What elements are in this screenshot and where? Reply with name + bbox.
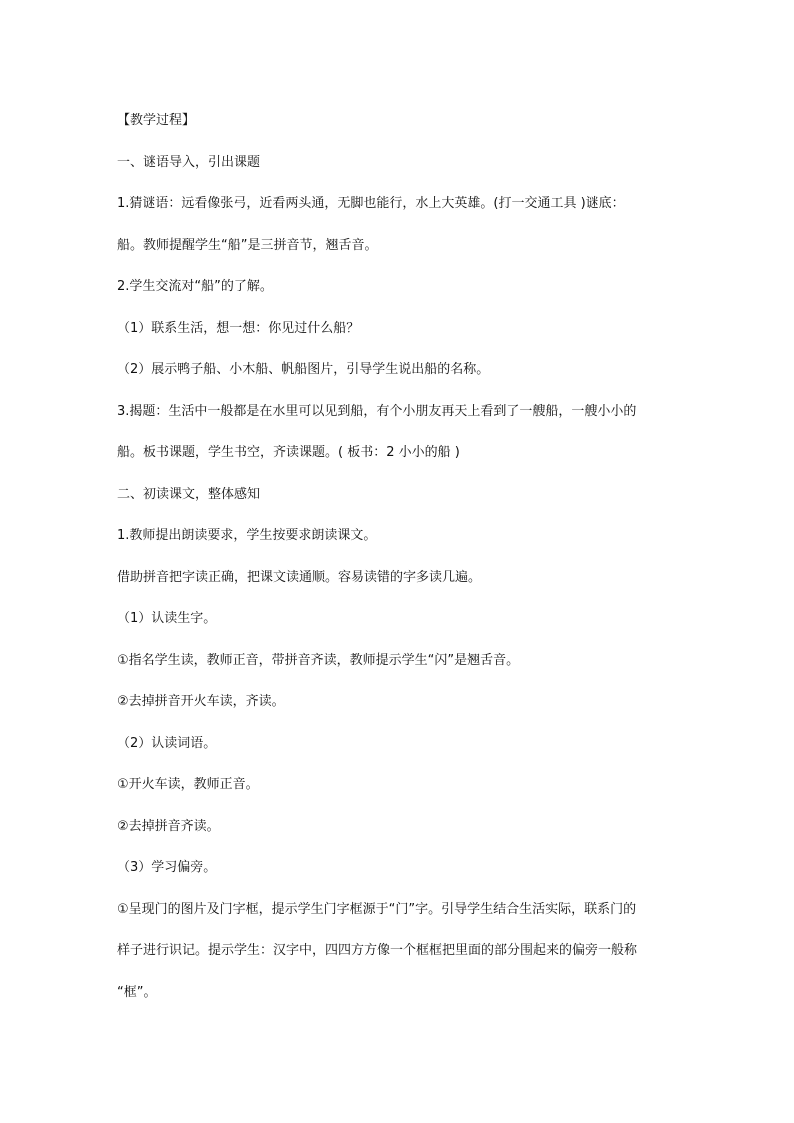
paragraph-line: （1）联系生活，想一想：你见过什么船？ (117, 320, 360, 336)
paragraph-line: 1.猜谜语：远看像张弓，近看两头通，无脚也能行，水上大英雄。(打一交通工具 )谜底： (117, 196, 625, 211)
paragraph-line: （2）展示鸭子船、小木船、帆船图片，引导学生说出船的名称。 (117, 362, 490, 377)
paragraph-line: 船。板书课题，学生书空，齐读课题。( 板书：2 小小的船 ) (117, 445, 460, 460)
paragraph-line: “框”。 (117, 984, 157, 1000)
paragraph-line: ②去掉拼音齐读。 (117, 818, 220, 834)
document-body (117, 100, 677, 1013)
paragraph-line: ①开火车读，教师正音。 (117, 777, 259, 792)
paragraph-line: 1.教师提出朗读要求，学生按要求朗读课文。 (117, 528, 377, 543)
paragraph-line: 2.学生交流对“船”的了解。 (117, 279, 273, 294)
paragraph-line: （2）认读词语。 (117, 735, 217, 751)
paragraph-line: 样子进行识记。提示学生：汉字中，四四方方像一个框框把里面的部分围起来的偏旁一般称 (117, 943, 638, 958)
section-heading-teaching-process: 【教学过程】 (117, 113, 196, 128)
paragraph-line: ②去掉拼音开火车读，齐读。 (117, 694, 285, 709)
paragraph-line: 借助拼音把字读正确，把课文读通顺。容易读错的字多读几遍。 (117, 569, 482, 585)
paragraph-line: （1）认读生字。 (117, 611, 217, 626)
paragraph-line: ①指名学生读，教师正音，带拼音齐读，教师提示学生“闪”是翘舌音。 (117, 652, 520, 668)
paragraph-line: 船。教师提醒学生“船”是三拼音节，翘舌音。 (117, 237, 378, 253)
section-heading-first-reading: 二、初读课文，整体感知 (117, 486, 261, 502)
section-heading-riddle-intro: 一、谜语导入，引出课题 (117, 154, 261, 170)
paragraph-line: ①呈现门的图片及门字框，提示学生门字框源于“门”字。引导学生结合生活实际，联系门的 (117, 901, 637, 917)
paragraph-line: 3.揭题：生活中一般都是在水里可以见到船，有个小朋友再天上看到了一艘船，一艘小小的 (117, 403, 637, 419)
paragraph-line: （3）学习偏旁。 (117, 860, 217, 875)
